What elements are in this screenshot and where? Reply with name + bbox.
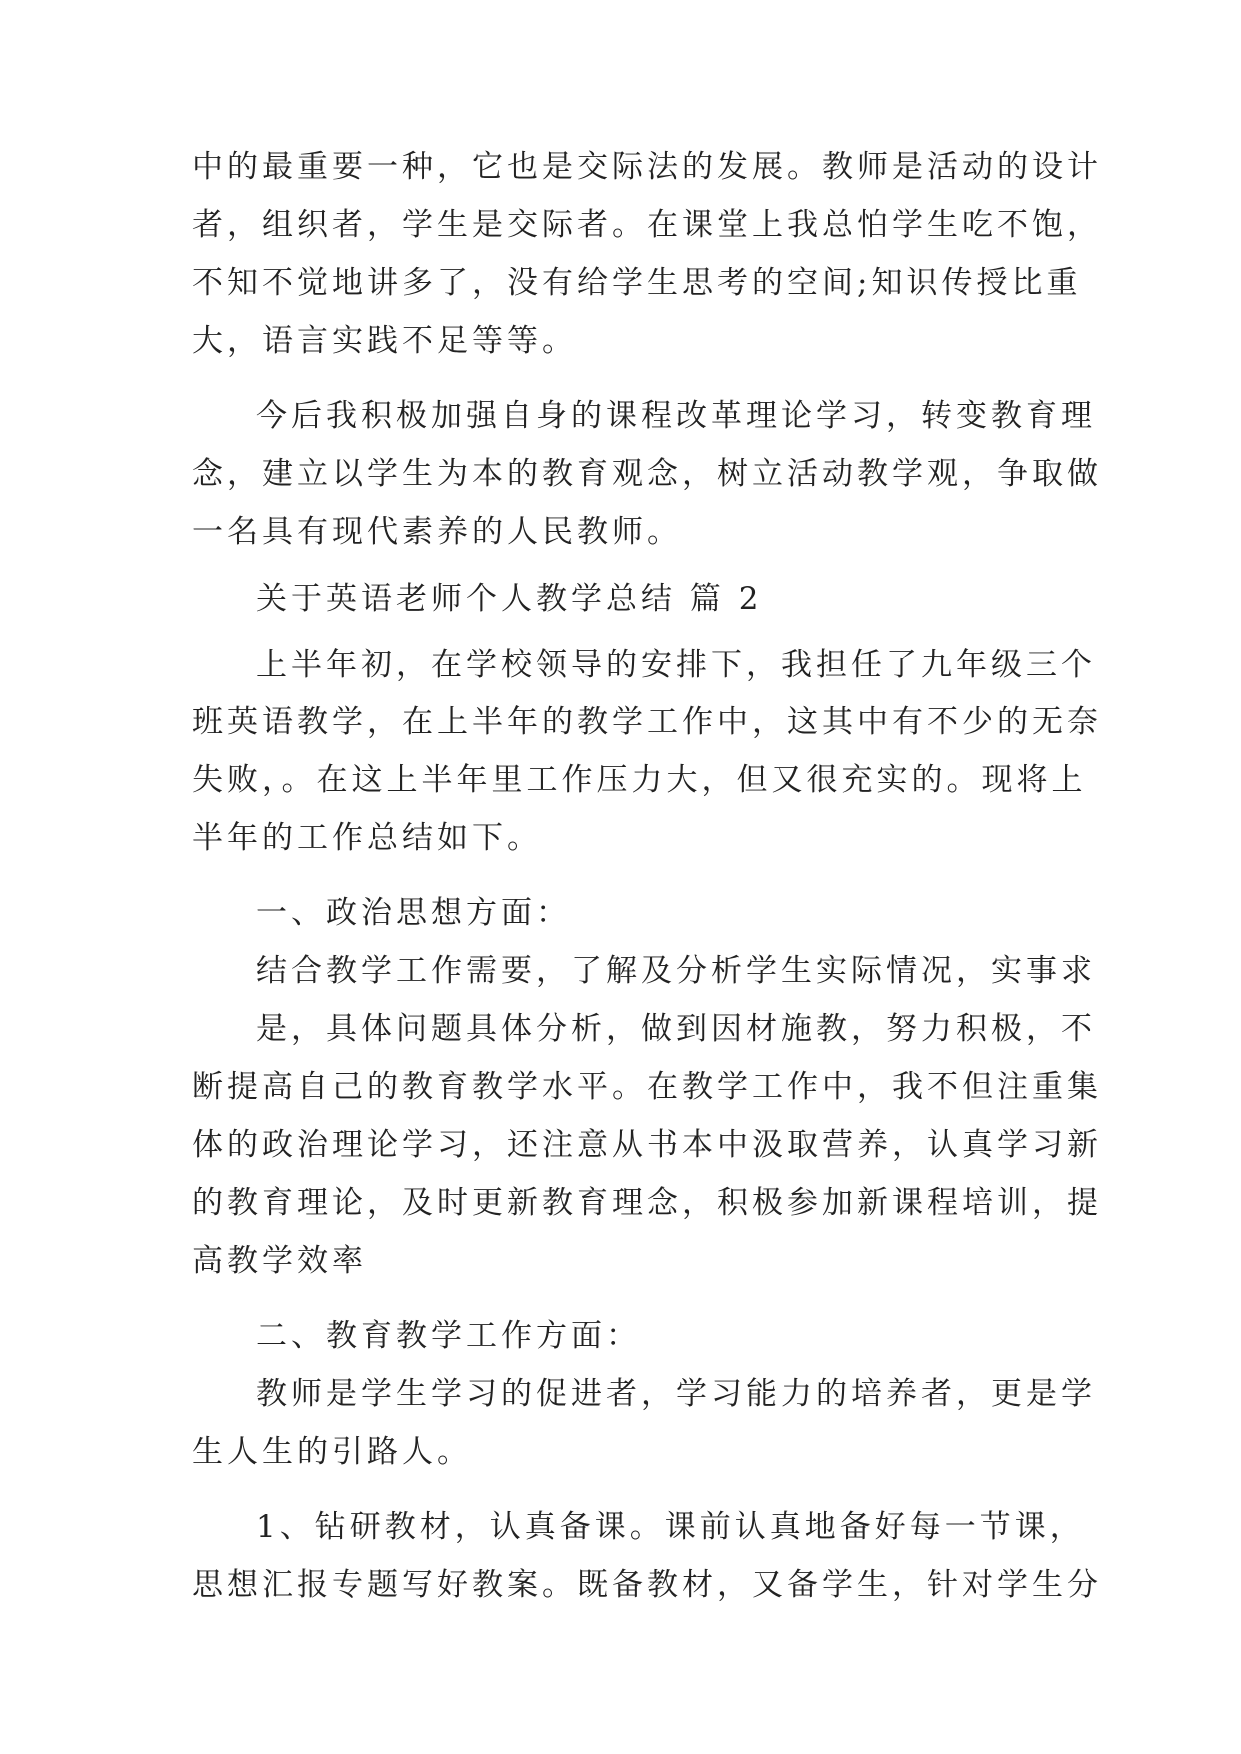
text-line: 半年的工作总结如下。 bbox=[192, 820, 542, 856]
text-line: 上半年初，在学校领导的安排下，我担任了九年级三个 bbox=[256, 647, 1096, 683]
subsection-heading: 一、政治思想方面： bbox=[256, 895, 571, 931]
text-line: 今后我积极加强自身的课程改革理论学习，转变教育理 bbox=[256, 398, 1096, 434]
text-line: 是，具体问题具体分析，做到因材施教，努力积极，不 bbox=[256, 1011, 1096, 1047]
text-line: 大，语言实践不足等等。 bbox=[192, 323, 577, 359]
section-heading: 关于英语老师个人教学总结 篇 2 bbox=[256, 581, 763, 617]
text-line: 失败，。在这上半年里工作压力大，但又很充实的。现将上 bbox=[192, 762, 1087, 798]
text-line: 一名具有现代素养的人民教师。 bbox=[192, 514, 682, 550]
text-line: 班英语教学，在上半年的教学工作中，这其中有不少的无奈 bbox=[192, 704, 1102, 740]
text-line: 高教学效率 bbox=[192, 1243, 367, 1279]
text-line: 结合教学工作需要，了解及分析学生实际情况，实事求 bbox=[256, 953, 1096, 989]
text-line: 教师是学生学习的促进者，学习能力的培养者，更是学 bbox=[256, 1376, 1096, 1412]
text-line: 念，建立以学生为本的教育观念，树立活动教学观，争取做 bbox=[192, 456, 1102, 492]
subsection-heading: 二、教育教学工作方面： bbox=[256, 1318, 641, 1354]
text-line: 中的最重要一种，它也是交际法的发展。教师是活动的设计 bbox=[192, 149, 1102, 185]
text-line: 不知不觉地讲多了，没有给学生思考的空间;知识传授比重 bbox=[192, 265, 1082, 301]
text-line: 1、钻研教材，认真备课。课前认真地备好每一节课， bbox=[256, 1509, 1085, 1545]
text-line: 者，组织者，学生是交际者。在课堂上我总怕学生吃不饱， bbox=[192, 207, 1102, 243]
text-line: 断提高自己的教育教学水平。在教学工作中，我不但注重集 bbox=[192, 1069, 1102, 1105]
text-line: 体的政治理论学习，还注意从书本中汲取营养，认真学习新 bbox=[192, 1127, 1102, 1163]
text-line: 的教育理论，及时更新教育理念，积极参加新课程培训，提 bbox=[192, 1185, 1102, 1221]
text-line: 思想汇报专题写好教案。既备教材，又备学生，针对学生分 bbox=[192, 1567, 1102, 1603]
text-line: 生人生的引路人。 bbox=[192, 1434, 472, 1470]
